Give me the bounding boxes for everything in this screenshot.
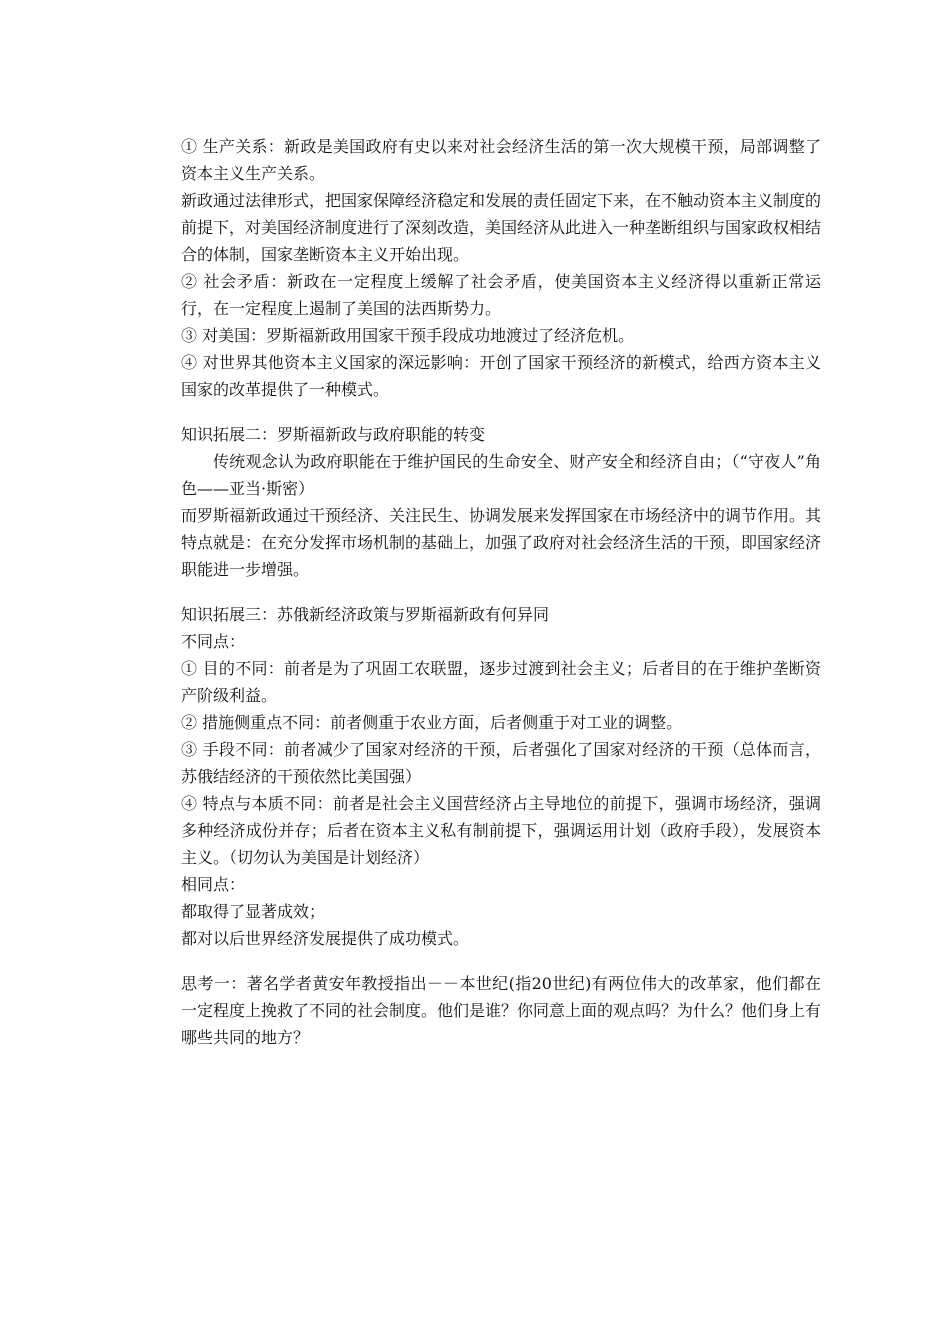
roosevelt-government-role-paragraph: 而罗斯福新政通过干预经济、关注民生、协调发展来发挥国家在市场经济中的调节作用。其特点就是：在充分发挥市场机制的基础上，加强了政府对社会经济生活的干预，即国家经济职能进一步增强。: [181, 506, 822, 579]
document-body: [181, 133, 821, 1051]
section-spacer: [181, 403, 821, 421]
section-heading-extension-three: 知识拓展三：苏俄新经济政策与罗斯福新政有何异同: [181, 605, 550, 624]
new-deal-legal-form-paragraph: 新政通过法律形式，把国家保障经济稳定和发展的责任固定下来，在不触动资本主义制度的前提下，对美国经济制度进行了深刻改造，美国经济从此进入一种垄断组织与国家政权相结合的体制，国家垄断资本主义开始出现。: [181, 191, 822, 264]
impact-on-world-point: ④ 对世界其他资本主义国家的深远影响：开创了国家干预经济的新模式，给西方资本主义国家的改革提供了一种模式。: [181, 353, 821, 399]
difference-purpose: ① 目的不同：前者是为了巩固工农联盟，逐步过渡到社会主义；后者目的在于维护垄断资产阶级利益。: [181, 659, 821, 705]
section-spacer: [181, 952, 821, 970]
traditional-government-role-paragraph: 传统观念认为政府职能在于维护国民的生命安全、财产安全和经济自由；（“守夜人”角色——亚当·斯密）: [181, 452, 821, 498]
thinking-question-one: 思考一：著名学者黄安年教授指出－－本世纪(指20世纪)有两位伟大的改革家，他们都在一定程度上挽救了不同的社会制度。他们是谁？你同意上面的观点吗？为什么？他们身上有哪些共同的地方？: [181, 974, 822, 1047]
similarities-label: 相同点：: [181, 875, 246, 894]
difference-means: ③ 手段不同：前者减少了国家对经济的干预，后者强化了国家对经济的干预（总体而言，苏俄结经济的干预依然比美国强）: [181, 740, 821, 786]
section-spacer: [181, 583, 821, 601]
difference-focus: ② 措施侧重点不同：前者侧重于农业方面，后者侧重于对工业的调整。: [181, 713, 683, 732]
section-heading-extension-two: 知识拓展二：罗斯福新政与政府职能的转变: [181, 425, 486, 444]
differences-label: 不同点：: [181, 632, 246, 651]
similarity-model: 都对以后世界经济发展提供了成功模式。: [181, 929, 470, 948]
similarity-results: 都取得了显著成效；: [181, 902, 326, 921]
social-contradiction-point: ② 社会矛盾：新政在一定程度上缓解了社会矛盾，使美国资本主义经济得以重新正常运行，在一定程度上遏制了美国的法西斯势力。: [181, 272, 821, 318]
impact-on-usa-point: ③ 对美国：罗斯福新政用国家干预手段成功地渡过了经济危机。: [181, 326, 635, 345]
production-relations-point: ① 生产关系：新政是美国政府有史以来对社会经济生活的第一次大规模干预，局部调整了资本主义生产关系。: [181, 137, 821, 183]
difference-nature: ④ 特点与本质不同：前者是社会主义国营经济占主导地位的前提下，强调市场经济，强调多种经济成份并存；后者在资本主义私有制前提下，强调运用计划（政府手段），发展资本主义。（切勿认为美国是计划经济）: [181, 794, 821, 867]
